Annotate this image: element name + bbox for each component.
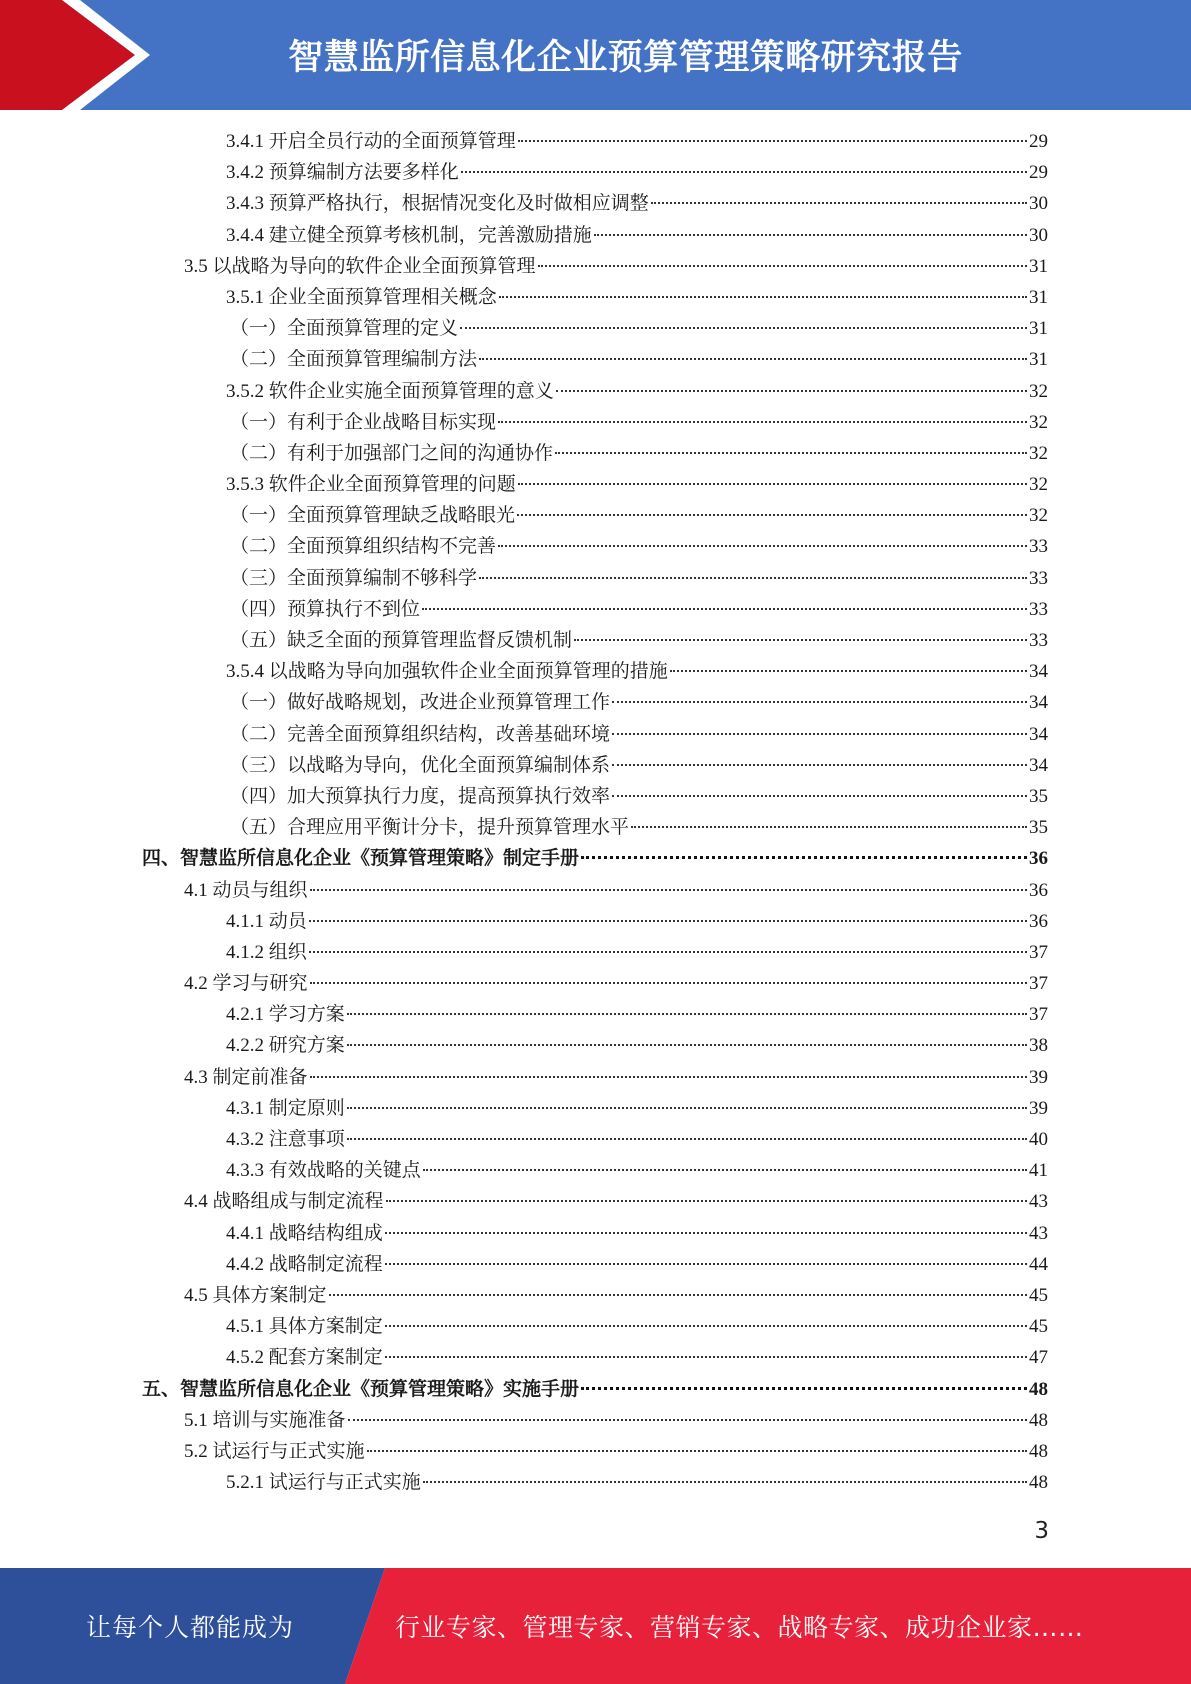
toc-entry-page: 47 [1029,1347,1048,1369]
toc-entry-page: 31 [1029,318,1048,340]
toc-entry[interactable] [142,376,1048,407]
toc-entry[interactable] [142,1155,1048,1186]
toc-entry[interactable] [142,469,1048,500]
toc-entry[interactable] [142,812,1048,843]
toc-entry[interactable] [142,1093,1048,1124]
toc-entry-page: 48 [1029,1440,1048,1462]
toc-entry[interactable] [142,906,1048,937]
toc-entry-title: 5.1 培训与实施准备 [184,1409,346,1431]
toc-dot-leader [556,390,1027,392]
toc-entry-title: 3.5 以战略为导向的软件企业全面预算管理 [184,255,536,277]
header-chevron-decoration [0,0,160,110]
toc-dot-leader [612,701,1027,703]
toc-entry[interactable] [142,1249,1048,1280]
toc-dot-leader [612,795,1027,797]
toc-entry-title: （五）合理应用平衡计分卡，提升预算管理水平 [230,817,630,839]
page-header [0,0,1191,110]
toc-entry-title: 3.5.4 以战略为导向加强软件企业全面预算管理的措施 [226,661,668,683]
toc-entry-title: （一）做好战略规划，改进企业预算管理工作 [230,692,611,714]
toc-entry-title: （四）加大预算执行力度，提高预算执行效率 [230,785,611,807]
toc-entry[interactable] [142,126,1048,157]
toc-entry-title: 4.2.2 研究方案 [226,1035,345,1057]
toc-entry[interactable] [142,282,1048,313]
toc-dot-leader [499,296,1027,298]
toc-dot-leader [347,1013,1027,1015]
toc-entry-title: 4.3.1 制定原则 [226,1097,345,1119]
toc-dot-leader [631,826,1027,828]
toc-entry-page: 33 [1029,536,1048,558]
toc-entry[interactable] [142,687,1048,718]
toc-entry[interactable] [142,1186,1048,1217]
toc-entry[interactable] [142,625,1048,656]
toc-entry-title: （三）全面预算编制不够科学 [230,567,478,589]
toc-entry[interactable] [142,1218,1048,1249]
toc-entry-page: 31 [1029,255,1048,277]
toc-entry[interactable] [142,1030,1048,1061]
toc-dot-leader [348,1419,1027,1421]
toc-entry-title: 3.4.2 预算编制方法要多样化 [226,162,459,184]
toc-entry[interactable] [142,1467,1048,1498]
page-number: 3 [1034,1518,1049,1544]
toc-entry[interactable] [142,251,1048,282]
toc-entry[interactable] [142,157,1048,188]
toc-entry-page: 48 [1029,1378,1048,1400]
toc-dot-leader [555,452,1027,454]
toc-entry-page: 34 [1029,723,1048,745]
toc-entry-title: 3.4.4 建立健全预算考核机制，完善激励措施 [226,224,592,246]
toc-entry-title: 3.5.2 软件企业实施全面预算管理的意义 [226,380,554,402]
toc-dot-leader [385,1232,1027,1234]
toc-entry-title: 4.2.1 学习方案 [226,1004,345,1026]
toc-entry-title: 4.3.3 有效战略的关键点 [226,1160,421,1182]
toc-entry[interactable] [142,968,1048,999]
toc-entry[interactable] [142,999,1048,1030]
toc-dot-leader [309,920,1027,922]
toc-entry-title: （二）全面预算管理编制方法 [230,349,478,371]
toc-entry-title: （五）缺乏全面的预算管理监督反馈机制 [230,630,573,651]
toc-dot-leader [612,733,1027,735]
toc-dot-leader [310,889,1027,891]
toc-entry-title: 4.5 具体方案制定 [184,1284,327,1306]
toc-entry-page: 29 [1029,162,1048,184]
toc-entry[interactable] [142,656,1048,687]
toc-entry[interactable] [142,781,1048,812]
toc-entry[interactable] [142,1280,1048,1311]
toc-entry-title: （一）全面预算管理缺乏战略眼光 [230,505,516,527]
toc-entry-page: 32 [1029,411,1048,433]
toc-dot-leader [538,265,1027,267]
toc-entry-page: 32 [1029,380,1048,402]
toc-entry-title: 5.2.1 试运行与正式实施 [226,1472,421,1494]
footer-slogan-right: 行业专家、管理专家、营销专家、战略专家、成功企业家…… [395,1613,1084,1642]
toc-entry[interactable] [142,220,1048,251]
toc-entry[interactable] [142,1374,1048,1405]
toc-dot-leader [367,1450,1027,1452]
toc-entry-page: 32 [1029,474,1048,496]
toc-entry-page: 31 [1029,286,1048,308]
toc-dot-leader [498,545,1027,547]
toc-entry-page: 36 [1029,848,1048,870]
toc-entry-title: 4.3.2 注意事项 [226,1129,345,1150]
toc-entry-title: 四、智慧监所信息化企业《预算管理策略》制定手册 [142,848,580,870]
toc-entry-page: 37 [1029,973,1048,995]
toc-entry-page: 40 [1029,1129,1048,1150]
toc-entry-page: 33 [1029,630,1048,651]
toc-entry-page: 36 [1029,879,1048,901]
toc-entry-title: （四）预算执行不到位 [230,598,421,620]
toc-entry-title: （三）以战略为导向，优化全面预算编制体系 [230,754,611,776]
toc-entry[interactable] [142,1124,1048,1155]
toc-dot-leader [498,421,1027,423]
toc-entry-page: 30 [1029,224,1048,246]
toc-entry[interactable] [142,750,1048,781]
toc-entry-title: 4.4.2 战略制定流程 [226,1253,383,1275]
toc-entry-title: 4.1.2 组织 [226,941,307,963]
toc-entry-title: 4.3 制定前准备 [184,1066,308,1088]
toc-entry-page: 45 [1029,1316,1048,1338]
toc-entry[interactable] [142,1311,1048,1342]
toc-entry-title: （一）有利于企业战略目标实现 [230,411,497,433]
toc-entry-page: 32 [1029,442,1048,464]
toc-entry-page: 37 [1029,1004,1048,1026]
toc-entry-page: 48 [1029,1409,1048,1431]
toc-entry-page: 30 [1029,193,1048,215]
toc-entry[interactable] [142,1062,1048,1093]
toc-dot-leader [423,1169,1027,1171]
toc-entry-page: 45 [1029,1284,1048,1306]
toc-dot-leader [385,1325,1027,1327]
toc-entry-page: 43 [1029,1222,1048,1244]
toc-entry-page: 44 [1029,1253,1048,1275]
toc-entry-title: （二）完善全面预算组织结构，改善基础环境 [230,723,611,745]
toc-dot-leader [574,639,1027,641]
toc-entry-page: 34 [1029,754,1048,776]
toc-entry[interactable] [142,1342,1048,1373]
toc-entry-page: 31 [1029,349,1048,371]
toc-entry-page: 32 [1029,505,1048,527]
toc-entry-page: 48 [1029,1472,1048,1494]
toc-entry-page: 34 [1029,692,1048,714]
toc-entry-title: （二）有利于加强部门之间的沟通协作 [230,442,554,464]
toc-dot-leader [594,234,1027,236]
toc-dot-leader [479,577,1027,579]
toc-entry[interactable] [142,1405,1048,1436]
toc-dot-leader [347,1044,1027,1046]
toc-entry[interactable] [142,344,1048,375]
toc-entry[interactable] [142,438,1048,469]
toc-entry-title: 4.4 战略组成与制定流程 [184,1191,384,1213]
toc-dot-leader [612,764,1027,766]
toc-entry-page: 33 [1029,598,1048,620]
toc-entry[interactable] [142,843,1048,874]
toc-entry-title: 4.5.1 具体方案制定 [226,1316,383,1338]
toc-entry[interactable] [142,937,1048,968]
page-footer [0,1568,1191,1684]
toc-entry[interactable] [142,875,1048,906]
toc-dot-leader [386,1200,1027,1202]
toc-entry[interactable] [142,563,1048,594]
toc-entry-page: 43 [1029,1191,1048,1213]
toc-entry-page: 41 [1029,1160,1048,1182]
toc-dot-leader [310,982,1027,984]
toc-entry[interactable] [142,188,1048,219]
toc-dot-leader [385,1263,1027,1265]
toc-entry-page: 34 [1029,661,1048,683]
toc-entry[interactable] [142,719,1048,750]
toc-dot-leader [422,608,1027,610]
toc-entry-title: 5.2 试运行与正式实施 [184,1440,365,1462]
toc-entry[interactable] [142,1436,1048,1467]
toc-dot-leader [310,1076,1027,1078]
toc-dot-leader [518,483,1027,485]
toc-entry-title: 4.1.1 动员 [226,910,307,932]
toc-entry-title: 五、智慧监所信息化企业《预算管理策略》实施手册 [142,1378,580,1400]
toc-entry[interactable] [142,313,1048,344]
toc-dot-leader [651,202,1027,204]
toc-entry-title: （二）全面预算组织结构不完善 [230,536,497,558]
toc-entry-page: 37 [1029,941,1048,963]
toc-entry-page: 35 [1029,785,1048,807]
toc-entry-title: 3.5.3 软件企业全面预算管理的问题 [226,474,516,496]
toc-dot-leader [347,1107,1027,1109]
toc-dot-leader [329,1294,1027,1296]
toc-entry-title: 4.2 学习与研究 [184,973,308,995]
toc-entry-title: 3.5.1 企业全面预算管理相关概念 [226,286,497,308]
footer-slogan-left: 让每个人都能成为 [85,1613,294,1642]
toc-entry-page: 36 [1029,910,1048,932]
toc-entry-page: 39 [1029,1097,1048,1119]
toc-entry-page: 33 [1029,567,1048,589]
toc-entry-title: （一）全面预算管理的定义 [230,318,459,340]
toc-entry[interactable] [142,407,1048,438]
toc-entry-title: 4.1 动员与组织 [184,879,308,901]
toc-dot-leader [423,1481,1027,1483]
toc-dot-leader [385,1356,1027,1358]
toc-dot-leader [517,514,1027,516]
toc-entry-title: 3.4.1 开启全员行动的全面预算管理 [226,131,516,152]
toc-dot-leader [581,856,1027,859]
toc-entry-page: 38 [1029,1035,1048,1057]
table-of-contents [142,126,1048,1498]
report-title: 智慧监所信息化企业预算管理策略研究报告 [288,38,963,78]
toc-dot-leader [309,951,1027,953]
toc-entry-title: 4.4.1 战略结构组成 [226,1222,383,1244]
toc-entry[interactable] [142,594,1048,625]
toc-dot-leader [479,358,1027,360]
toc-dot-leader [581,1387,1027,1390]
toc-dot-leader [460,327,1027,329]
toc-entry[interactable] [142,531,1048,562]
toc-entry-title: 4.5.2 配套方案制定 [226,1347,383,1369]
toc-entry-page: 35 [1029,817,1048,839]
toc-dot-leader [461,171,1027,173]
toc-entry-title: 3.4.3 预算严格执行，根据情况变化及时做相应调整 [226,193,649,215]
toc-dot-leader [347,1138,1027,1140]
toc-entry[interactable] [142,500,1048,531]
toc-dot-leader [518,140,1027,142]
toc-entry-page: 29 [1029,131,1048,152]
toc-dot-leader [670,670,1027,672]
toc-entry-page: 39 [1029,1066,1048,1088]
